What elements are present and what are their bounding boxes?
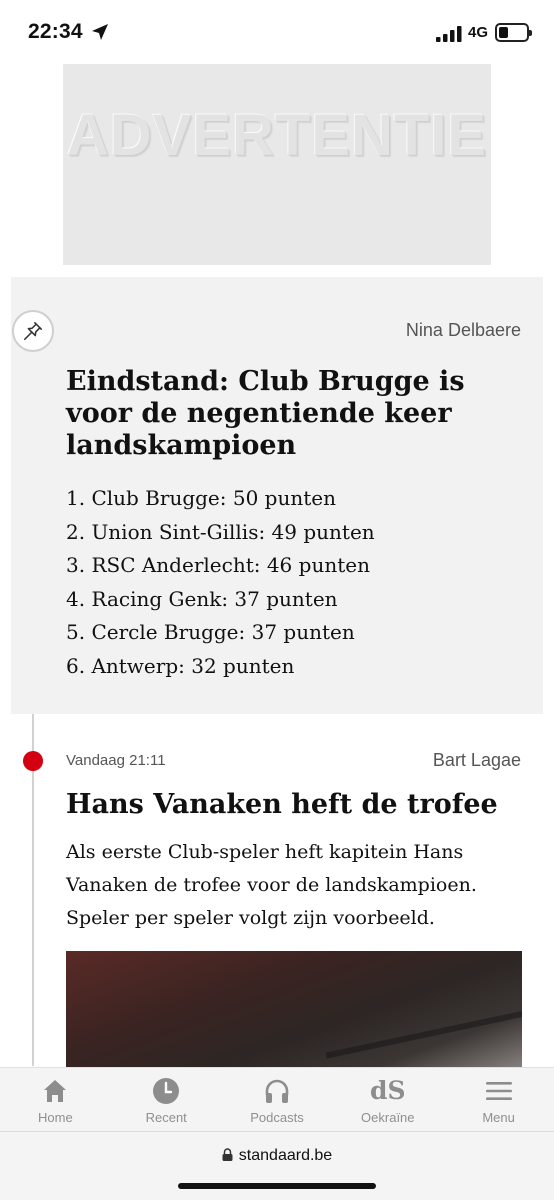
status-time: 22:34 [28, 20, 83, 43]
tab-label-oekraine: Oekraïne [361, 1110, 415, 1125]
location-arrow-icon [90, 22, 110, 42]
tab-menu[interactable] [443, 1068, 554, 1131]
post-headline[interactable]: Hans Vanaken heft de trofee [66, 789, 498, 820]
tab-podcasts[interactable] [222, 1068, 333, 1131]
tab-label-recent: Recent [145, 1110, 187, 1125]
standings-item: 2. Union Sint-Gillis: 49 punten [66, 519, 375, 544]
headphones-icon [263, 1077, 291, 1105]
standings-list [66, 482, 375, 684]
tab-label-home: Home [38, 1110, 73, 1125]
live-dot-icon [23, 751, 43, 771]
post-author[interactable]: Bart Lagae [432, 750, 521, 770]
browser-url-bar[interactable] [0, 1131, 554, 1200]
post-timestamp: Vandaag 21:11 [66, 752, 166, 769]
tab-home[interactable] [0, 1068, 111, 1131]
standings-item: 5. Cercle Brugge: 37 punten [66, 620, 355, 645]
bottom-tab-bar [0, 1067, 554, 1131]
standings-item: 6. Antwerp: 32 punten [66, 653, 295, 678]
advertisement-label: ADVERTENTIE [66, 103, 488, 168]
pin-badge [12, 310, 54, 352]
pushpin-icon [22, 320, 44, 342]
url-display[interactable] [0, 1147, 554, 1165]
home-icon [41, 1077, 69, 1105]
pinned-post-author[interactable]: Nina Delbaere [405, 320, 521, 340]
standings-item: 1. Club Brugge: 50 punten [66, 486, 336, 510]
lock-icon [222, 1148, 233, 1161]
status-bar [0, 0, 554, 64]
url-text: standaard.be [238, 1147, 333, 1164]
advertisement-banner[interactable] [63, 64, 491, 265]
ds-logo-icon: dS [370, 1076, 406, 1105]
network-type: 4G [468, 24, 489, 41]
battery-level [499, 27, 508, 38]
hamburger-icon [485, 1077, 513, 1105]
clock-icon [152, 1077, 180, 1105]
post-body: Als eerste Club-speler heft kapitein Hans Vanaken de trofee voor de landskampioen. Speler per speler volgt zijn voorbeeld. [66, 841, 477, 929]
tab-recent[interactable] [111, 1068, 222, 1131]
tab-oekraine[interactable] [332, 1068, 443, 1131]
home-indicator[interactable] [178, 1183, 376, 1189]
battery-icon [495, 23, 529, 42]
tab-label-podcasts: Podcasts [250, 1110, 304, 1125]
post-photo[interactable] [66, 951, 522, 1071]
standings-item: 4. Racing Genk: 37 punten [66, 586, 338, 611]
pinned-post-headline[interactable]: Eindstand: Club Brugge is voor de negentiende keer landskampioen [66, 366, 465, 461]
tab-label-menu: Menu [482, 1110, 515, 1125]
standings-item: 3. RSC Anderlecht: 46 punten [66, 553, 370, 578]
cellular-signal-icon [436, 26, 462, 42]
